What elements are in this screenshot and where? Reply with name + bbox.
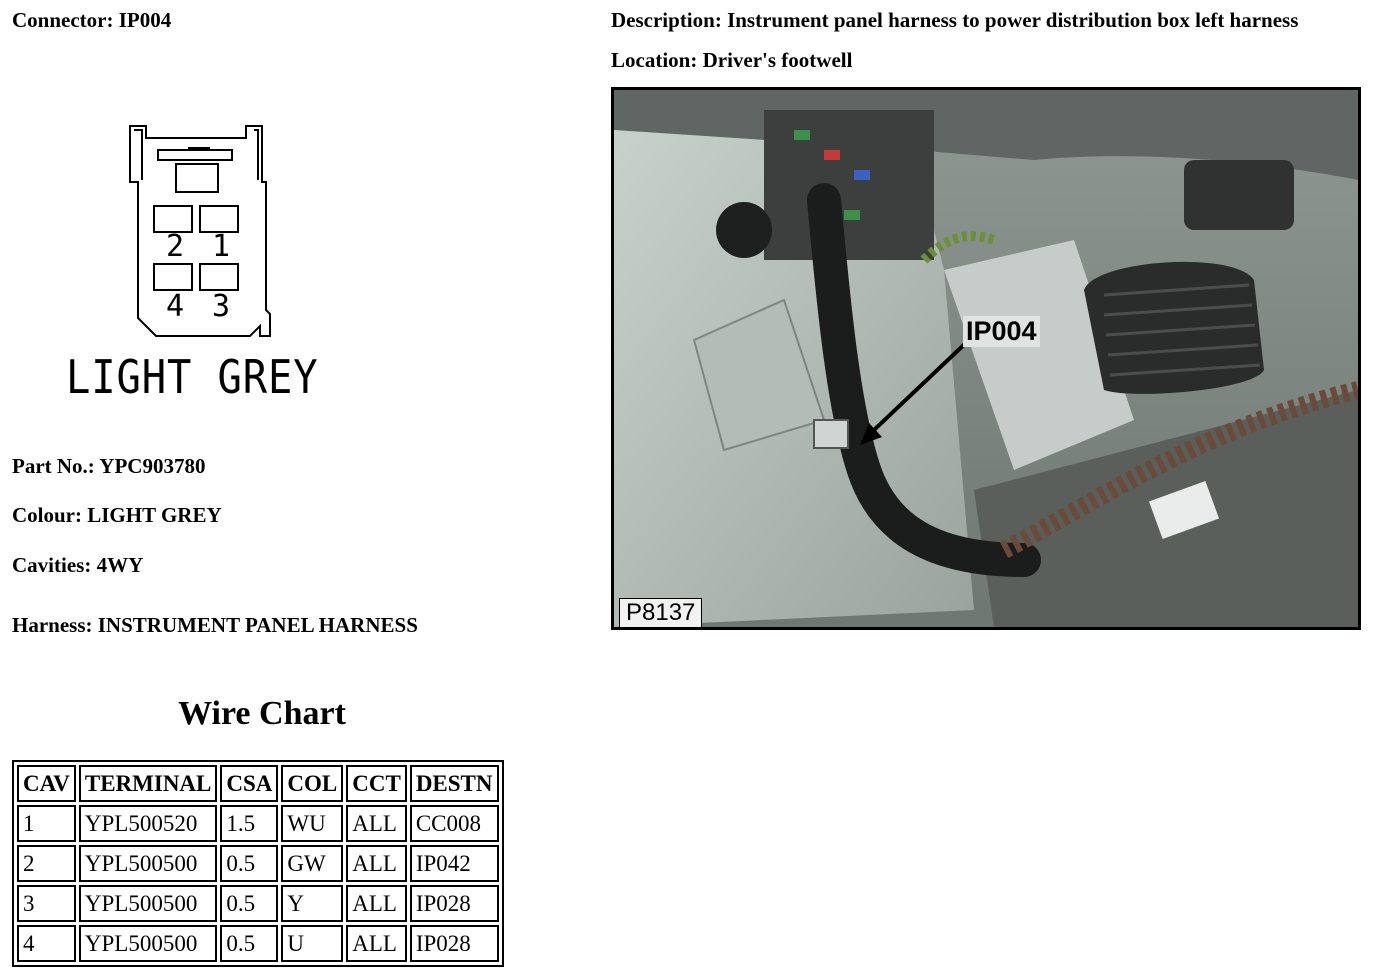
- description-value: Instrument panel harness to power distribution box left harness: [727, 8, 1299, 32]
- cell-csa: 1.5: [220, 805, 278, 842]
- harness-value: INSTRUMENT PANEL HARNESS: [97, 613, 418, 637]
- cell-destn: CC008: [410, 805, 499, 842]
- colour-value: LIGHT GREY: [87, 503, 222, 527]
- part-no-label: Part No.:: [12, 454, 95, 478]
- cell-terminal: YPL500520: [79, 805, 218, 842]
- connector-face-diagram: [118, 122, 278, 350]
- colour-field: [12, 503, 222, 528]
- location-photo: [611, 87, 1361, 630]
- location-label: Location:: [611, 48, 698, 72]
- connector-outline: [118, 122, 278, 350]
- table-row: [17, 885, 499, 922]
- part-no-field: [12, 454, 205, 479]
- harness-label: Harness:: [12, 613, 93, 637]
- colour-label: Colour:: [12, 503, 82, 527]
- location-field: [611, 48, 852, 73]
- table-row: [17, 845, 499, 882]
- cell-terminal: YPL500500: [79, 885, 218, 922]
- table-row: [17, 805, 499, 842]
- cell-cav: 4: [17, 925, 76, 962]
- cavities-field: [12, 553, 143, 578]
- cell-cav: 2: [17, 845, 76, 882]
- cell-destn: IP028: [410, 925, 499, 962]
- cavity-3: [200, 264, 238, 290]
- description-field: [611, 8, 1298, 33]
- connector-field: [12, 8, 171, 33]
- cavities-value: 4WY: [96, 553, 144, 577]
- header-csa: CSA: [220, 765, 278, 802]
- cell-destn: IP042: [410, 845, 499, 882]
- header-destn: DESTN: [410, 765, 499, 802]
- cell-cct: ALL: [346, 885, 407, 922]
- cell-col: GW: [281, 845, 343, 882]
- cavity-4: [154, 264, 192, 290]
- harness-field: [12, 613, 418, 638]
- photo-callout-label: IP004: [963, 316, 1040, 347]
- cell-terminal: YPL500500: [79, 845, 218, 882]
- cell-col: WU: [281, 805, 343, 842]
- cell-cct: ALL: [346, 805, 407, 842]
- connector-value: IP004: [118, 8, 172, 32]
- cell-cav: 3: [17, 885, 76, 922]
- cell-destn: IP028: [410, 885, 499, 922]
- pin-label-4: 4: [166, 289, 185, 324]
- description-label: Description:: [611, 8, 722, 32]
- cell-terminal: YPL500500: [79, 925, 218, 962]
- pin-label-2: 2: [166, 229, 185, 264]
- cell-cav: 1: [17, 805, 76, 842]
- colour-caption: LIGHT GREY: [66, 350, 319, 404]
- cell-csa: 0.5: [220, 845, 278, 882]
- wire-chart-table: [12, 760, 504, 967]
- connector-label: Connector:: [12, 8, 114, 32]
- table-header-row: [17, 765, 499, 802]
- pin-label-3: 3: [212, 289, 231, 324]
- header-col: COL: [281, 765, 343, 802]
- photo-reference: P8137: [619, 598, 702, 628]
- cell-cct: ALL: [346, 845, 407, 882]
- pin-label-1: 1: [212, 229, 231, 264]
- location-value: Driver's footwell: [702, 48, 853, 72]
- part-no-value: YPC903780: [99, 454, 206, 478]
- header-cav: CAV: [17, 765, 76, 802]
- cell-csa: 0.5: [220, 925, 278, 962]
- cell-col: U: [281, 925, 343, 962]
- wire-chart-title: Wire Chart: [178, 695, 346, 732]
- cell-csa: 0.5: [220, 885, 278, 922]
- cell-col: Y: [281, 885, 343, 922]
- table-row: [17, 925, 499, 962]
- header-terminal: TERMINAL: [79, 765, 218, 802]
- cavities-label: Cavities:: [12, 553, 92, 577]
- footwell-photo-illustration: [614, 90, 1358, 627]
- cell-cct: ALL: [346, 925, 407, 962]
- header-cct: CCT: [346, 765, 407, 802]
